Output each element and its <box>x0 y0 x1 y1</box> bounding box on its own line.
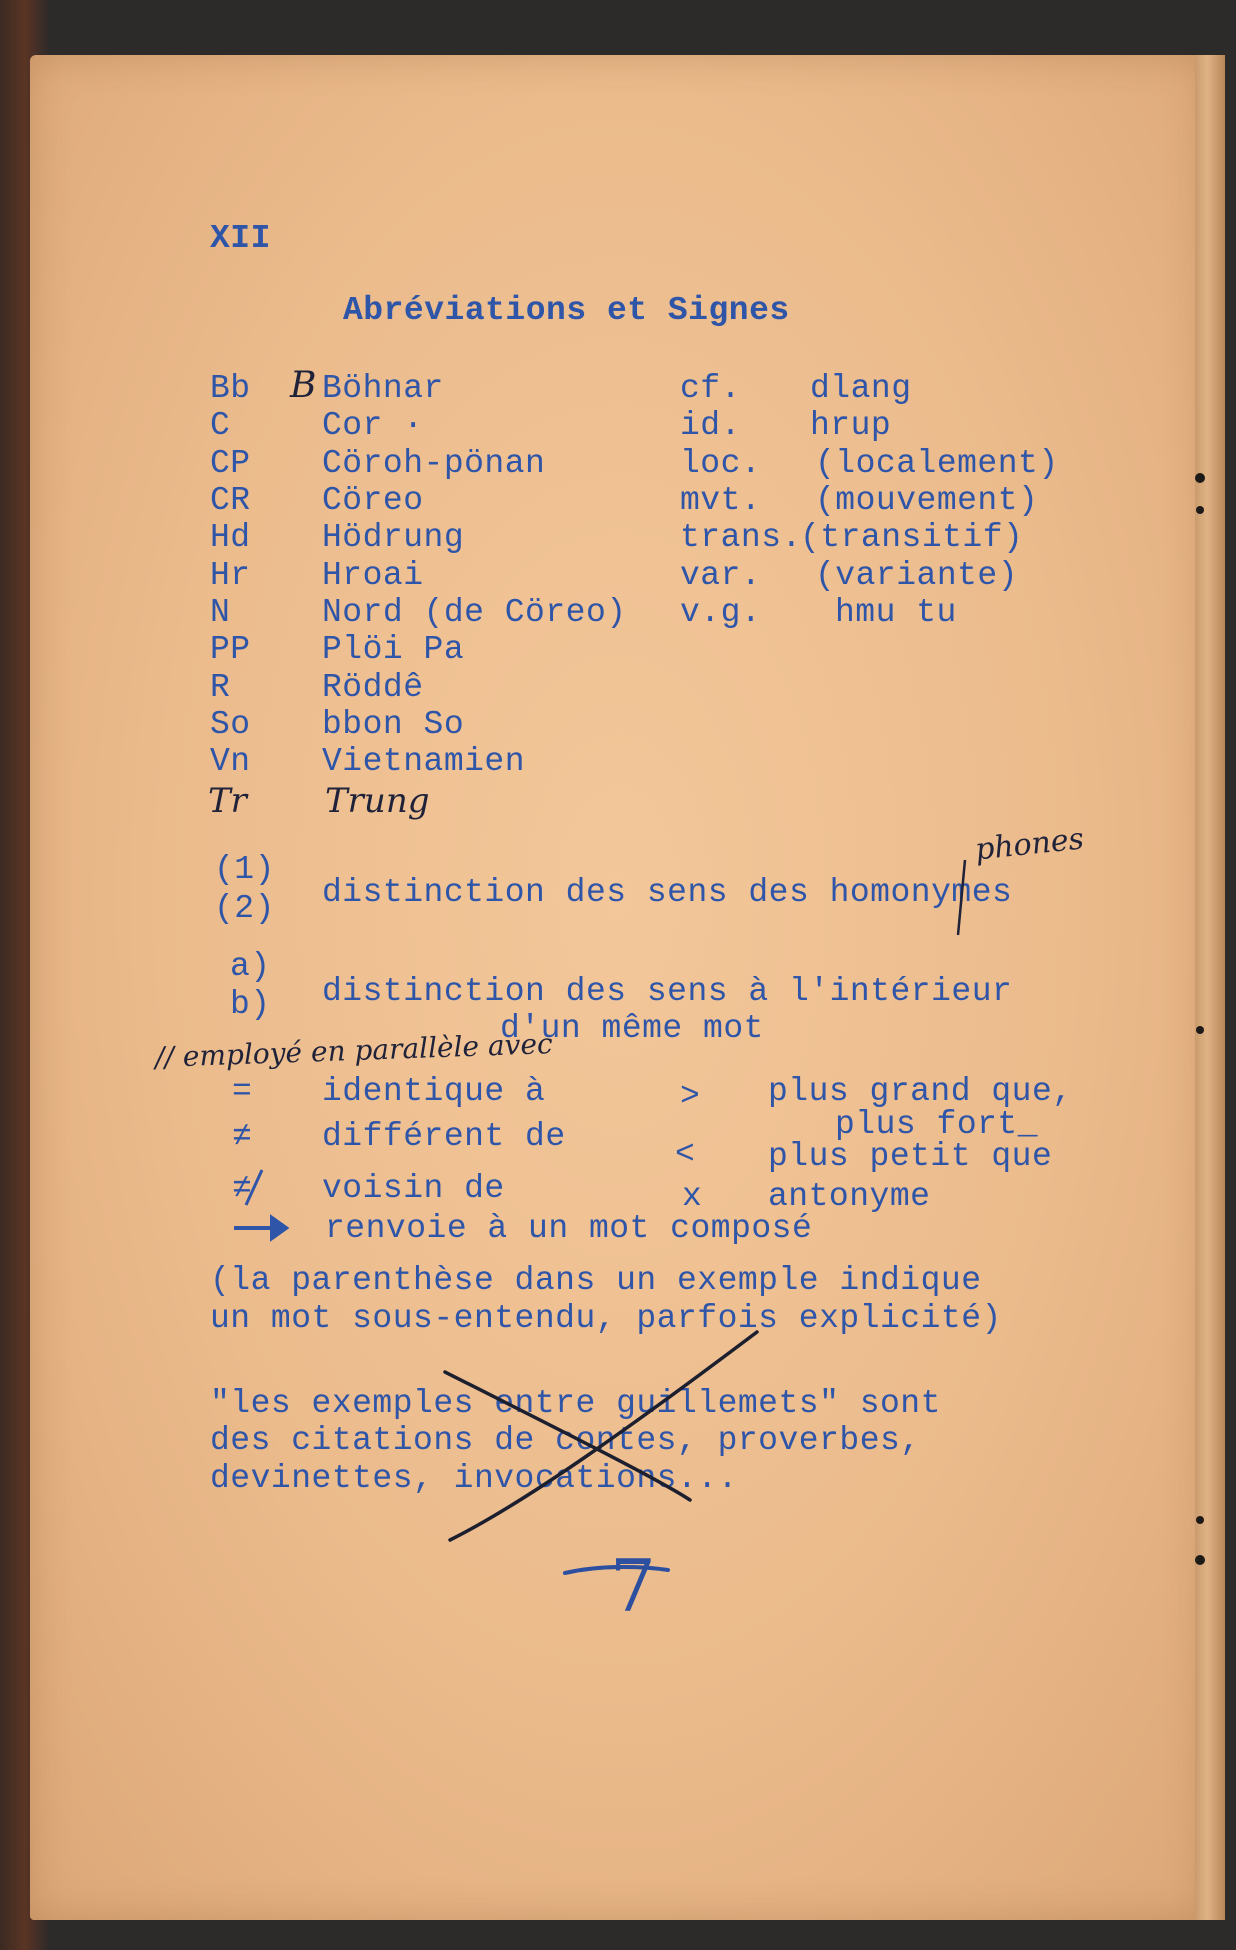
abbr-name: Vietnamien <box>322 743 526 780</box>
sign-text: différent de <box>322 1118 566 1155</box>
abbr-name: Böhnar <box>322 370 444 407</box>
abbr-meaning: hrup <box>810 407 892 444</box>
abbr-name: Hödrung <box>322 519 465 556</box>
abbr-code: cf. <box>680 370 741 407</box>
abbr-meaning: dlang <box>810 370 912 407</box>
abbr-name: Nord (de Cöreo) <box>322 594 627 631</box>
abbr-code: var. <box>680 557 762 594</box>
near-sign-slash <box>246 1170 262 1205</box>
abbr-code: So <box>210 706 251 743</box>
number-label: (1) <box>214 851 275 888</box>
page-number: XII <box>210 220 271 257</box>
abbr-name: bbon So <box>322 706 465 743</box>
abbr-meaning: (localement) <box>815 445 1059 482</box>
handwritten-phones: phones <box>973 821 1086 868</box>
pen-stroke <box>958 860 965 935</box>
sign-text: identique à <box>322 1073 546 1110</box>
abbr-code: N <box>210 594 231 631</box>
abbr-meaning: (variante) <box>815 557 1019 594</box>
homonymes-text: distinction des sens des homonymes <box>322 874 1013 911</box>
page-title: Abréviations et Signes <box>343 292 790 329</box>
handwritten-parallel-note: // employé en parallèle avec <box>154 1027 554 1074</box>
abbr-name: Plöi Pa <box>322 631 465 668</box>
abbr-code: trans. <box>680 519 802 556</box>
handwritten-tr-code: Tr <box>208 781 247 821</box>
sign-text: antonyme <box>768 1178 931 1215</box>
sign-x: x <box>682 1178 703 1215</box>
sign-text: plus grand que, <box>768 1073 1073 1110</box>
note-line: devinettes, invocations... <box>210 1460 738 1497</box>
abbr-code: loc. <box>680 445 762 482</box>
abbr-code: Hr <box>210 557 251 594</box>
sign-text: plus petit que <box>768 1138 1053 1175</box>
handwritten-b-insert: B <box>290 365 317 406</box>
abbr-meaning: hmu tu <box>835 594 957 631</box>
abbr-code: Bb <box>210 370 251 407</box>
abbr-code: Hd <box>210 519 251 556</box>
abbr-name: Hroai <box>322 557 424 594</box>
interieur-text: d'un même mot <box>500 1010 764 1047</box>
letter-label: a) <box>230 948 271 985</box>
sign-greater: > <box>680 1078 701 1115</box>
abbr-code: R <box>210 669 231 706</box>
sign-text: renvoie à un mot composé <box>325 1210 813 1247</box>
note-line: "les exemples entre guillemets" sont <box>210 1385 941 1422</box>
abbr-code: Vn <box>210 743 251 780</box>
note-line: (la parenthèse dans un exemple indique <box>210 1262 982 1299</box>
number-label: (2) <box>214 890 275 927</box>
abbr-code: id. <box>680 407 741 444</box>
sign-equals: = <box>232 1073 253 1110</box>
arrow-icon <box>234 1218 286 1238</box>
bottom-mark-stroke <box>565 1567 668 1573</box>
abbr-name: Cöroh-pönan <box>322 445 546 482</box>
letter-label: b) <box>230 986 271 1023</box>
sign-less: < <box>675 1136 696 1173</box>
abbr-name: Cor · <box>322 407 424 444</box>
abbr-code: C <box>210 407 231 444</box>
abbr-meaning: (transitif) <box>800 519 1024 556</box>
sign-text: plus fort_ <box>835 1106 1039 1143</box>
interieur-text: distinction des sens à l'intérieur <box>322 973 1013 1010</box>
cross-out-mark <box>445 1332 757 1540</box>
sign-text: voisin de <box>322 1170 505 1207</box>
abbr-code: mvt. <box>680 482 762 519</box>
abbr-name: Cöreo <box>322 482 424 519</box>
note-line: des citations de contes, proverbes, <box>210 1422 921 1459</box>
abbr-meaning: (mouvement) <box>815 482 1039 519</box>
sign-near: ≠ <box>232 1170 253 1207</box>
abbr-code: PP <box>210 631 251 668</box>
handwritten-tr-name: Trung <box>325 781 430 821</box>
note-line: un mot sous-entendu, parfois explicité) <box>210 1300 1002 1337</box>
abbr-code: CP <box>210 445 251 482</box>
sign-not-equal: ≠ <box>232 1118 253 1155</box>
handwritten-bottom-mark: 7 <box>610 1544 656 1628</box>
abbr-name: Röddê <box>322 669 424 706</box>
binding-marks <box>1195 473 1205 1565</box>
abbr-code: CR <box>210 482 251 519</box>
abbr-code: v.g. <box>680 594 762 631</box>
